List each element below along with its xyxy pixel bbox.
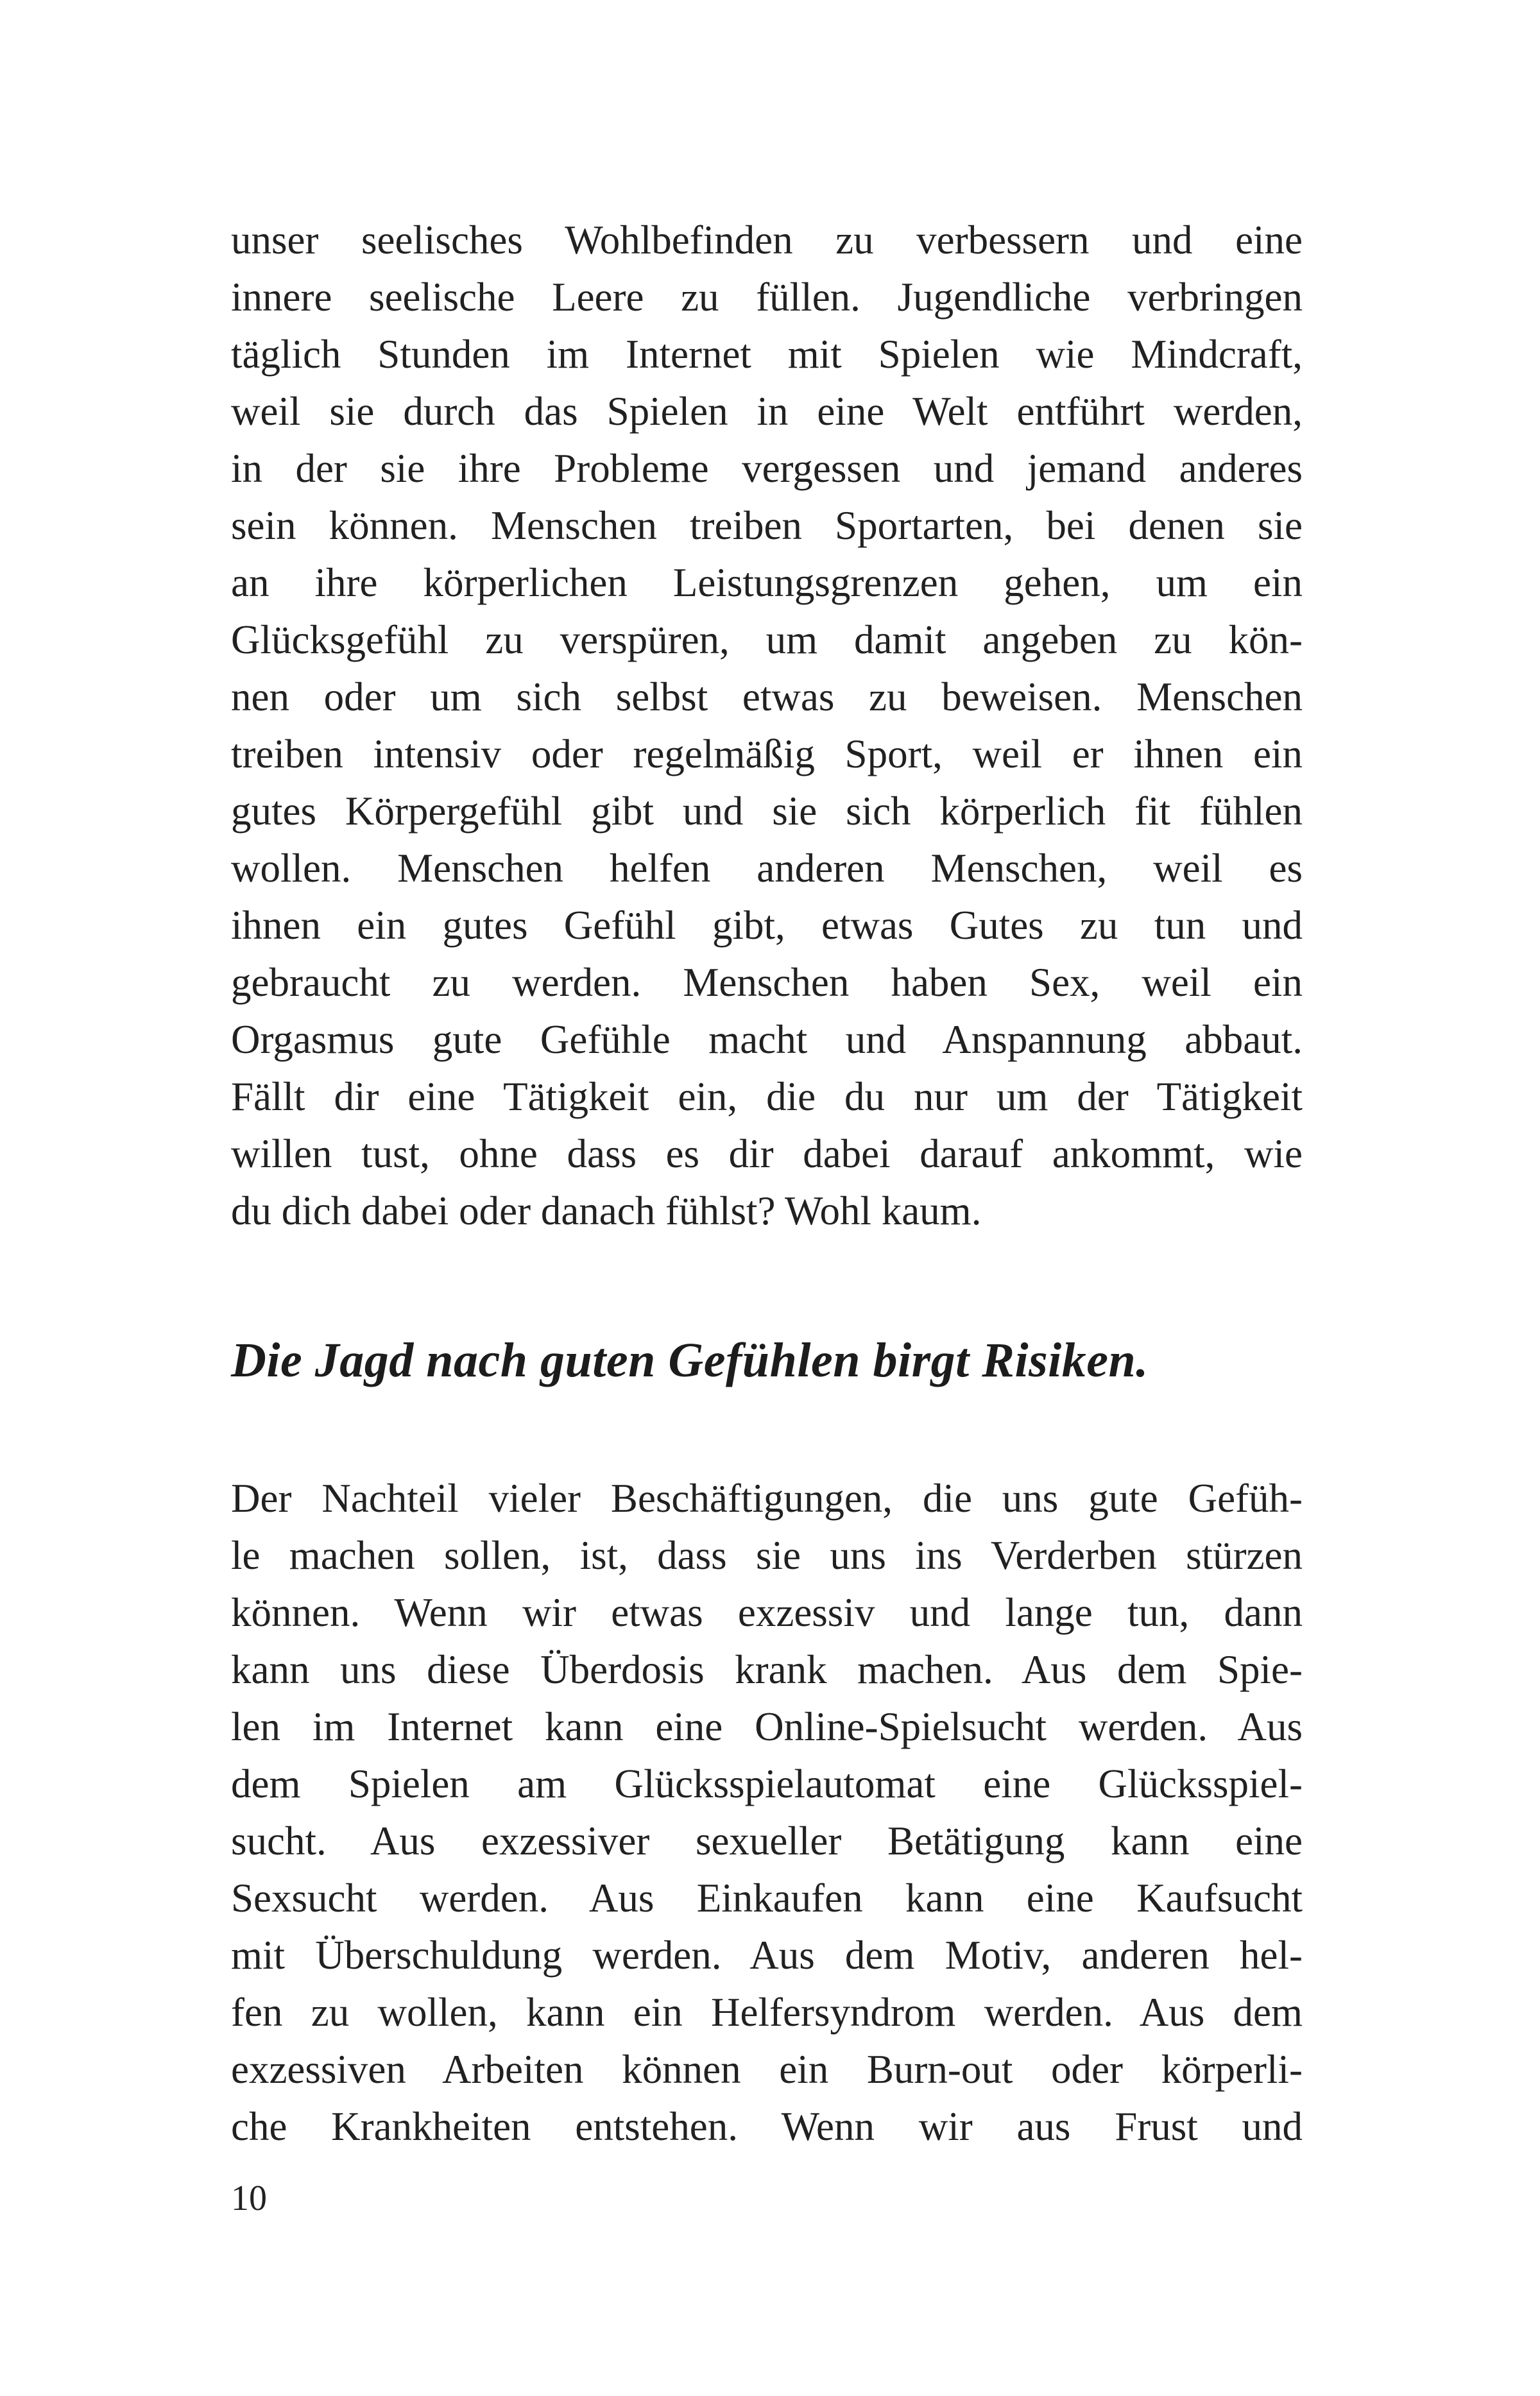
text-column: [231, 212, 1303, 2155]
text-line: le machen sollen, ist, dass sie uns ins Verderben stürzen: [231, 1533, 1303, 1579]
text-line: sein können. Menschen treiben Sportarten, bei denen sie: [231, 503, 1303, 548]
text-line: Der Nachteil vieler Beschäftigungen, die uns gute Gefüh-: [231, 1476, 1303, 1521]
paragraph-body-text: [231, 212, 1303, 1240]
text-line: ihnen ein gutes Gefühl gibt, etwas Gutes zu tun und: [231, 903, 1303, 948]
text-line: dem Spielen am Glücksspielautomat eine Glücksspiel-: [231, 1761, 1303, 1807]
text-line: wollen. Menschen helfen anderen Menschen, weil es: [231, 846, 1303, 891]
text-line: können. Wenn wir etwas exzessiv und lange tun, dann: [231, 1590, 1303, 1636]
text-line: in der sie ihre Probleme vergessen und jemand anderes: [231, 446, 1303, 491]
text-line: unser seelisches Wohlbefinden zu verbessern und eine: [231, 218, 1303, 262]
paragraph-body-text: [231, 1470, 1303, 2155]
text-line: weil sie durch das Spielen in eine Welt entführt werden,: [231, 389, 1303, 434]
text-line: Sexsucht werden. Aus Einkaufen kann eine Kaufsucht: [231, 1876, 1303, 1921]
text-line: sucht. Aus exzessiver sexueller Betätigung kann eine: [231, 1818, 1303, 1864]
text-line: Fällt dir eine Tätigkeit ein, die du nur um der Tätigkeit: [231, 1074, 1303, 1119]
text-line: innere seelische Leere zu füllen. Jugendliche verbringen: [231, 275, 1303, 320]
text-line: du dich dabei oder danach fühlst? Wohl kaum.: [231, 1188, 982, 1233]
text-line: willen tust, ohne dass es dir dabei darauf ankommt, wie: [231, 1131, 1303, 1176]
text-line: täglich Stunden im Internet mit Spielen wie Mindcraft,: [231, 332, 1303, 377]
text-line: nen oder um sich selbst etwas zu beweisen. Menschen: [231, 674, 1303, 719]
text-line: che Krankheiten entstehen. Wenn wir aus Frust und: [231, 2104, 1303, 2150]
text-line: an ihre körperlichen Leistungsgrenzen gehen, um ein: [231, 560, 1303, 605]
text-line: treiben intensiv oder regelmäßig Sport, weil er ihnen ein: [231, 732, 1303, 776]
text-line: Orgasmus gute Gefühle macht und Anspannung abbaut.: [231, 1017, 1303, 1062]
text-line: gebraucht zu werden. Menschen haben Sex, weil ein: [231, 960, 1303, 1005]
text-line: len im Internet kann eine Online-Spielsucht werden. Aus: [231, 1704, 1303, 1750]
text-line: gutes Körpergefühl gibt und sie sich körperlich fit fühlen: [231, 789, 1303, 834]
text-line: mit Überschuldung werden. Aus dem Motiv, anderen hel-: [231, 1933, 1303, 1978]
text-line: kann uns diese Überdosis krank machen. Aus dem Spie-: [231, 1647, 1303, 1693]
text-line: fen zu wollen, kann ein Helfersyndrom werden. Aus dem: [231, 1990, 1303, 2035]
text-line: exzessiven Arbeiten können ein Burn-out oder körperli-: [231, 2047, 1303, 2092]
page-number: 10: [231, 2178, 267, 2218]
section-heading: Die Jagd nach guten Gefühlen birgt Risiken.: [231, 1333, 1149, 1387]
text-line: Glücksgefühl zu verspüren, um damit angeben zu kön-: [231, 617, 1303, 662]
